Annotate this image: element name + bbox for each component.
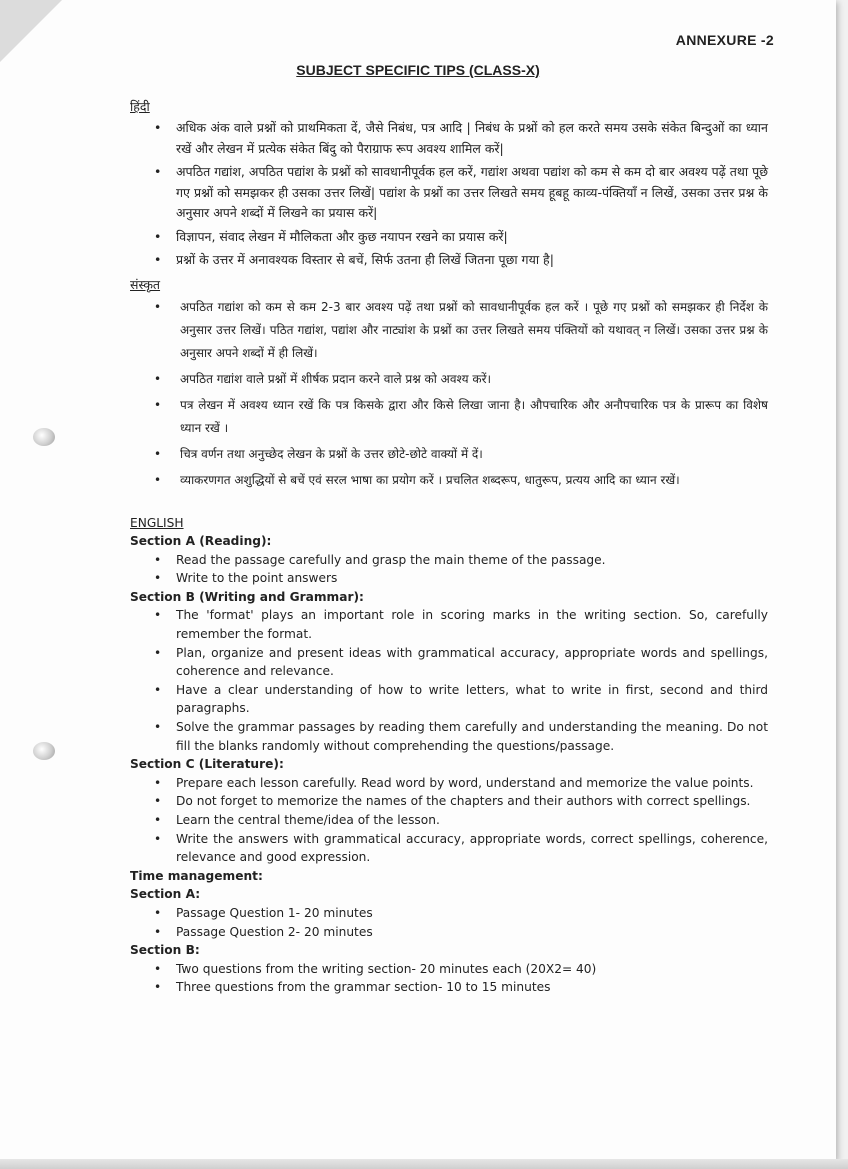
- sanskrit-tip: • चित्र वर्णन तथा अनुच्छेद लेखन के प्रश्नों के उत्तर छोटे-छोटे वाक्यों में दें।: [130, 443, 768, 466]
- hindi-tip: • अपठित गद्यांश, अपठित पद्यांश के प्रश्नों को सावधानीपूर्वक हल करें, गद्यांश अथवा पद्यांश को कम से कम दो बार अवश्य पढ़ें तथा पूछे गए प्रश्नों को समझकर ही उसका उत्तर लिखें| पद्यांश के प्रश्नों का उत्तर लिखते समय हूबहू काव्य-पंक्तियाँ न लिखें, उसका उत्तर प्रश्न के अनुसार अपने शब्दों में लिखने का प्रयास करें|: [130, 162, 768, 224]
- english-section: [130, 514, 768, 997]
- sanskrit-tips-list: [130, 296, 768, 492]
- list-item: • Two questions from the writing section- 20 minutes each (20X2= 40): [130, 960, 768, 979]
- sanskrit-tip: • अपठित गद्यांश वाले प्रश्नों में शीर्षक प्रदान करने वाले प्रश्न को अवश्य करें।: [130, 368, 768, 391]
- sanskrit-section: [130, 274, 768, 492]
- section-c-label: Section C (Literature):: [130, 757, 284, 772]
- list-item: • Passage Question 1- 20 minutes: [130, 904, 768, 923]
- punch-hole-top: [33, 428, 55, 446]
- sanskrit-heading: संस्कृत: [130, 276, 161, 292]
- scan-bottom-edge: [0, 1159, 848, 1169]
- hindi-tips-list: [130, 118, 768, 271]
- list-item: • Learn the central theme/idea of the lesson.: [130, 811, 768, 830]
- document-body: [130, 96, 768, 997]
- list-item: • Write to the point answers: [130, 569, 768, 588]
- hindi-tip: • अधिक अंक वाले प्रश्नों को प्राथमिकता दें, जैसे निबंध, पत्र आदि | निबंध के प्रश्नों को हल करते समय उसके संकेत बिन्दुओं का ध्यान रखें और लेखन में प्रत्येक संकेत बिंदु को पैराग्राफ रूप अवश्य शामिल करें|: [130, 118, 768, 159]
- section-b-label: Section B (Writing and Grammar):: [130, 589, 364, 604]
- folded-corner: [0, 0, 62, 62]
- english-heading: ENGLISH: [130, 515, 184, 530]
- list-item: • Have a clear understanding of how to write letters, what to write in first, second and third paragraphs.: [130, 681, 768, 718]
- annexure-label: ANNEXURE -2: [675, 32, 774, 48]
- hindi-section: [130, 96, 768, 271]
- page-title: SUBJECT SPECIFIC TIPS (CLASS-X): [296, 62, 540, 78]
- time-section-a-label: Section A:: [130, 887, 201, 902]
- list-item: • Write the answers with grammatical accuracy, appropriate words, correct spellings, coherence, relevance and good expression.: [130, 830, 768, 867]
- time-section-b-label: Section B:: [130, 943, 200, 958]
- list-item: • Three questions from the grammar section- 10 to 15 minutes: [130, 978, 768, 997]
- section-b-list: [130, 606, 768, 755]
- list-item: • Plan, organize and present ideas with grammatical accuracy, appropriate words and spellings, coherence and relevance.: [130, 644, 768, 681]
- list-item: • Solve the grammar passages by reading them carefully and understanding the meaning. Do not fill the blanks randomly without comprehending the questions/passage.: [130, 718, 768, 755]
- list-item: • Do not forget to memorize the names of the chapters and their authors with correct spellings.: [130, 792, 768, 811]
- time-section-a-list: [130, 904, 768, 941]
- list-item: • Read the passage carefully and grasp the main theme of the passage.: [130, 551, 768, 570]
- time-section-b-list: [130, 960, 768, 997]
- list-item: • The 'format' plays an important role in scoring marks in the writing section. So, carefully remember the format.: [130, 606, 768, 643]
- sanskrit-tip: • पत्र लेखन में अवश्य ध्यान रखें कि पत्र किसके द्वारा और किसे लिखा जाना है। औपचारिक और अनौपचारिक पत्र के प्रारूप का विशेष ध्यान रखें ।: [130, 394, 768, 440]
- section-a-label: Section A (Reading):: [130, 534, 272, 549]
- hindi-tip: • प्रश्नों के उत्तर में अनावश्यक विस्तार से बचें, सिर्फ उतना ही लिखें जितना पूछा गया है|: [130, 250, 768, 271]
- hindi-tip: • विज्ञापन, संवाद लेखन में मौलिकता और कुछ नयापन रखने का प्रयास करें|: [130, 227, 768, 248]
- list-item: • Passage Question 2- 20 minutes: [130, 923, 768, 942]
- sanskrit-tip: • व्याकरणगत अशुद्धियों से बचें एवं सरल भाषा का प्रयोग करें । प्रचलित शब्दरूप, धातुरूप, प्रत्यय आदि का ध्यान रखें।: [130, 469, 768, 492]
- time-management-label: Time management:: [130, 868, 263, 883]
- section-c-list: [130, 774, 768, 867]
- hindi-heading: हिंदी: [130, 99, 150, 114]
- punch-hole-bottom: [33, 742, 55, 760]
- list-item: • Prepare each lesson carefully. Read word by word, understand and memorize the value points.: [130, 774, 768, 793]
- sanskrit-tip: • अपठित गद्यांश को कम से कम 2-3 बार अवश्य पढ़ें तथा प्रश्नों को सावधानीपूर्वक हल करें । पूछे गए प्रश्नों को समझकर ही निर्देश के अनुसार उत्तर लिखें। पठित गद्यांश, पद्यांश और नाट्यांश के प्रश्नों का उत्तर लिखते समय पंक्तियों को यथावत् न लिखें। उसका उत्तर प्रश्न के अनुसार अपने शब्दों में ही लिखें।: [130, 296, 768, 365]
- section-a-list: [130, 551, 768, 588]
